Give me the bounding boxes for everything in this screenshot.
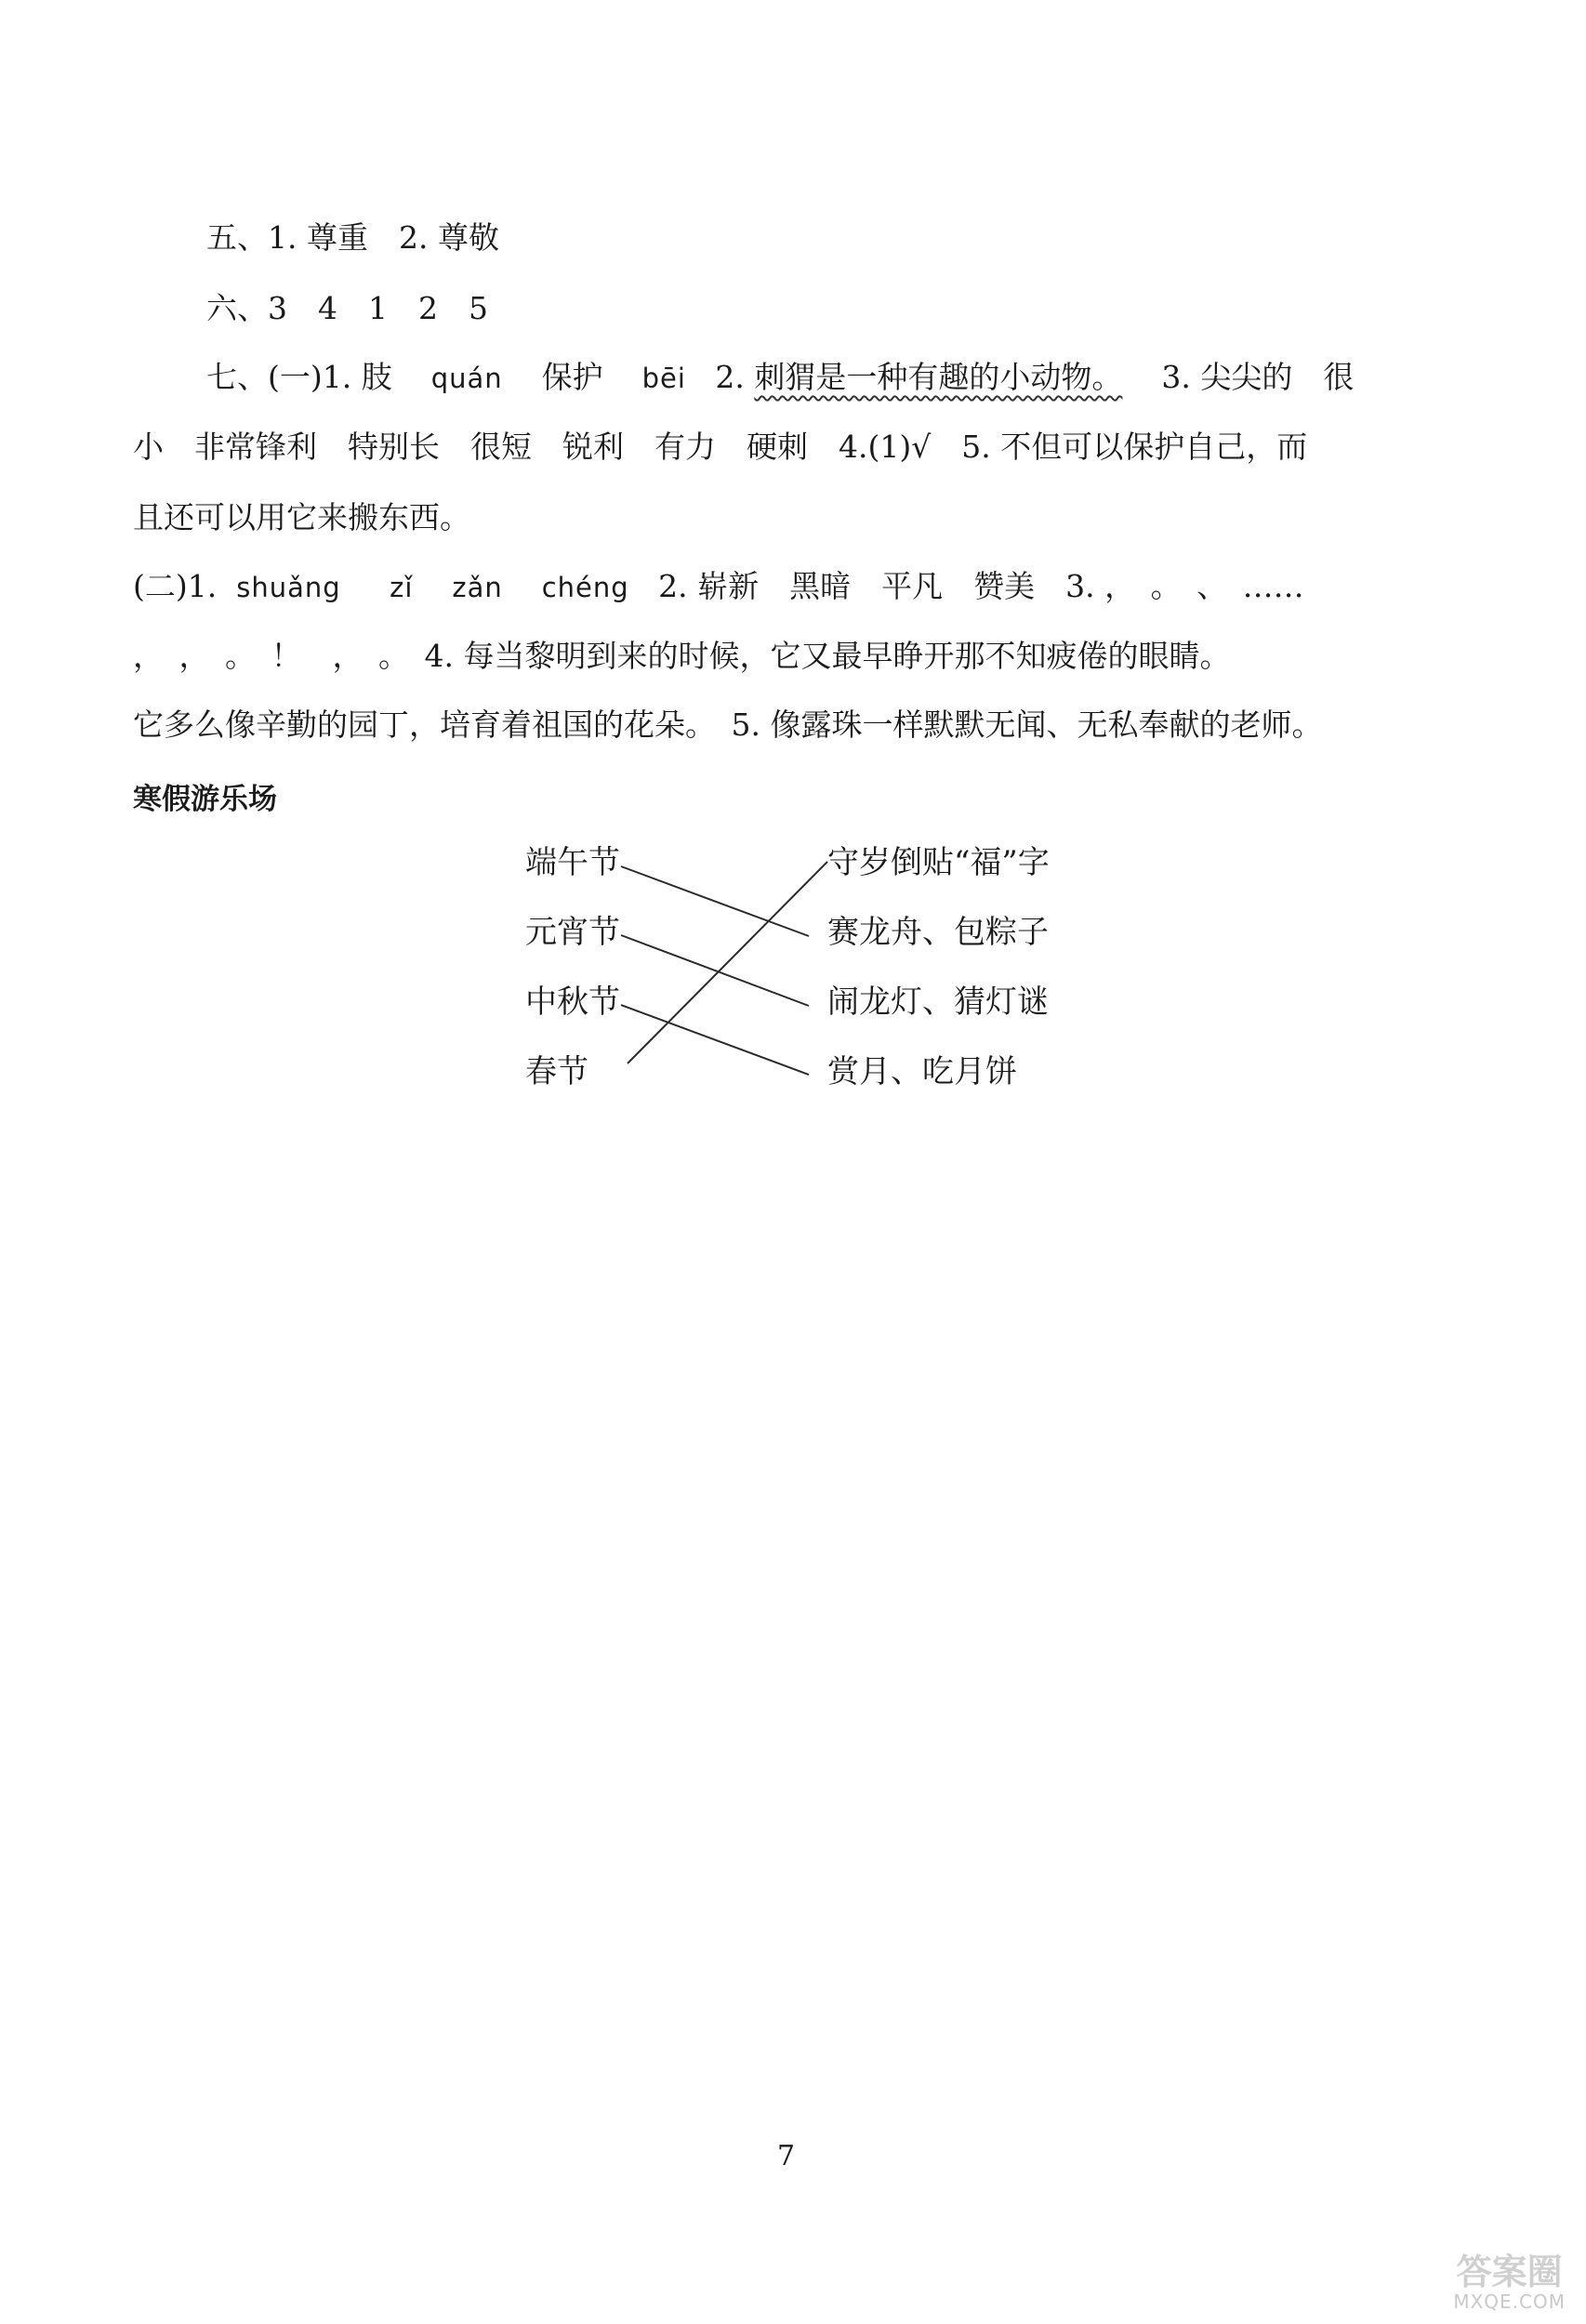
match-line-chunjie bbox=[628, 862, 827, 1063]
answer-num-3: 3. 尖尖的 很 bbox=[1161, 359, 1355, 395]
match-line-duanwu bbox=[621, 866, 809, 936]
section-7b-answers-2-3: 2. 崭新 黑暗 平凡 赞美 3. ， 。 、 …… bbox=[658, 568, 1304, 604]
watermark-logo: 答案圈 bbox=[1456, 2251, 1563, 2292]
watermark-url: MXQE.COM bbox=[1453, 2291, 1566, 2313]
section-heading: 寒假游乐场 bbox=[133, 783, 277, 816]
festival-zhongqiu: 中秋节 bbox=[525, 984, 620, 1021]
pinyin-cheng: chéng bbox=[541, 572, 629, 603]
match-line-yuanxiao bbox=[621, 935, 809, 1006]
section-7a-prefix: 七、(一)1. 肢 bbox=[206, 359, 392, 395]
pinyin-shuang: shuǎng bbox=[236, 572, 341, 603]
match-line-zhongqiu bbox=[621, 1005, 809, 1075]
pinyin-bei: bēi bbox=[641, 363, 686, 394]
festival-yuanxiao: 元宵节 bbox=[525, 914, 620, 951]
section-7b-line-3: 它多么像辛勤的园丁，培育着祖国的花朵。 5. 像露珠一样默默无闻、无私奉献的老师。 bbox=[133, 706, 1323, 743]
festival-duanwu: 端午节 bbox=[525, 844, 620, 881]
answer-num-2: 2. bbox=[715, 359, 745, 395]
custom-denglong: 闹龙灯、猜灯谜 bbox=[827, 984, 1049, 1021]
custom-shangyue: 赏月、吃月饼 bbox=[827, 1053, 1017, 1090]
section-7b-prefix: (二)1. bbox=[133, 568, 218, 604]
section-7a-line-3: 且还可以用它来搬东西。 bbox=[133, 499, 470, 535]
answer-baohu: 保护 bbox=[541, 359, 603, 395]
festival-chunjie: 春节 bbox=[525, 1053, 588, 1090]
custom-longzhou: 赛龙舟、包粽子 bbox=[827, 914, 1049, 951]
pinyin-zi: zǐ bbox=[390, 572, 414, 603]
pinyin-zan: zǎn bbox=[452, 572, 503, 603]
section-7b-line-2: ， ， 。 ！ ， 。 4. 每当黎明到来的时候，它又最早睁开那不知疲倦的眼睛。 bbox=[133, 638, 1231, 674]
custom-shousui: 守岁倒贴“福”字 bbox=[827, 844, 1050, 881]
section-6-answer: 六、3 4 1 2 5 bbox=[206, 290, 488, 326]
section-5-answer: 五、1. 尊重 2. 尊敬 bbox=[206, 219, 499, 256]
watermark bbox=[1453, 2253, 1566, 2313]
pinyin-quan: quán bbox=[430, 363, 503, 394]
section-7a-line-2: 小 非常锋利 特别长 很短 锐利 有力 硬刺 4.(1)√ 5. 不但可以保护自己，而 bbox=[133, 429, 1308, 465]
wavy-underlined-sentence: 刺猬是一种有趣的小动物。 bbox=[754, 359, 1123, 395]
page-number: 7 bbox=[777, 2140, 796, 2172]
